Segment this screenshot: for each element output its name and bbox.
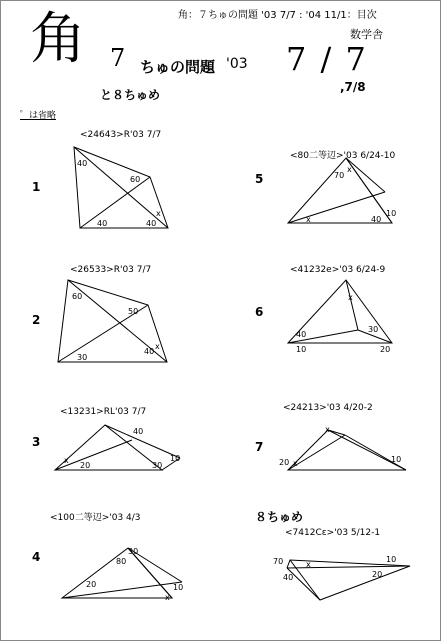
figure-problem-5 [288, 158, 396, 224]
angle-label: x [325, 425, 330, 434]
angle-label: 60 [72, 292, 83, 301]
angle-label: 70 [273, 557, 284, 566]
problem-number: 5 [255, 172, 264, 186]
angle-label: 20 [80, 461, 91, 470]
angle-label: 30 [77, 353, 88, 362]
problem-code: <24643>R'03 7/7 [80, 130, 162, 140]
angle-label: 40 [97, 219, 108, 228]
problem-code: <80二等辺>'03 6/24-10 [290, 151, 396, 161]
second-date: ,7/8 [340, 80, 366, 94]
figure-problem-1 [74, 147, 168, 228]
title-text: ちゅの問題 [140, 58, 216, 76]
angle-label: 30 [152, 461, 163, 470]
angle-label: 20 [372, 570, 383, 579]
angle-label: 10 [296, 345, 307, 354]
angle-label: 20 [380, 345, 391, 354]
angle-label: x [306, 215, 311, 224]
angle-label: x [156, 209, 161, 218]
angle-label: x [306, 560, 311, 569]
figure-problem-4 [62, 547, 183, 602]
angle-label: x [165, 593, 170, 602]
figure-problem-6 [288, 280, 392, 354]
diagonal [80, 177, 150, 228]
problem-code: <100二等辺>'03 4/3 [50, 513, 141, 523]
angle-label: 50 [128, 307, 139, 316]
problem-code: <26533>R'03 7/7 [70, 265, 152, 275]
angle-label: 40 [371, 215, 382, 224]
problem-number: 2 [32, 313, 41, 327]
angle-label: 20 [279, 458, 290, 467]
angle-label: 30 [128, 547, 139, 556]
angle-label: x [293, 459, 298, 468]
breadcrumb: 角：７ちゅの問題 '03 7/7 : '04 11/1：目次 [178, 10, 377, 21]
problem-code: <24213>'03 4/20-2 [283, 403, 373, 413]
subtitle: と８ちゅめ [100, 88, 161, 102]
problem-number: 1 [32, 180, 41, 194]
angle-label: 10 [173, 583, 184, 592]
problem-code: <7412Cε>'03 5/12-1 [285, 528, 381, 538]
problem-number: 4 [32, 550, 41, 564]
angle-label: 10 [391, 455, 402, 464]
problem-number: 7 [255, 440, 264, 454]
angle-label: x [155, 342, 160, 351]
angle-label: 40 [133, 427, 144, 436]
angle-label: 40 [283, 573, 294, 582]
problem-number: 6 [255, 305, 264, 319]
triangle [288, 158, 392, 223]
segment [346, 158, 385, 192]
title-year: '03 [226, 56, 248, 72]
angle-label: x [348, 293, 353, 302]
section-heading: ８ちゅめ [255, 510, 304, 524]
figure-problem-7 [279, 425, 406, 470]
title-number: 7 [110, 44, 126, 72]
publisher-label: 数学舎 [350, 28, 383, 41]
figure-problem-8 [273, 555, 410, 600]
problem-number: 3 [32, 435, 41, 449]
angle-label: x [347, 165, 352, 174]
segment [290, 560, 320, 600]
problem-code: <41232e>'03 6/24-9 [290, 265, 386, 275]
angle-label: 30 [368, 325, 379, 334]
title-date: 7 / 7 [286, 40, 368, 78]
angle-label: 70 [334, 171, 345, 180]
angle-label: 20 [86, 580, 97, 589]
angle-label: 10 [170, 454, 181, 463]
angle-label: 40 [77, 159, 88, 168]
figure-problem-2 [58, 280, 167, 362]
angle-label: 40 [296, 330, 307, 339]
omit-note: ゜は省略 [20, 111, 57, 121]
page-title-kanji: 角 [30, 7, 86, 72]
angle-label: 10 [386, 555, 397, 564]
angle-label: 80 [116, 557, 127, 566]
angle-label: 40 [146, 219, 157, 228]
angle-label: x [64, 456, 69, 465]
segment [345, 435, 406, 470]
problem-code: <13231>RL'03 7/7 [60, 407, 147, 417]
segment [55, 440, 132, 470]
figure-problem-3 [55, 425, 180, 470]
angle-label: 40 [144, 347, 155, 356]
angle-label: 10 [386, 209, 397, 218]
angle-label: 60 [130, 175, 141, 184]
